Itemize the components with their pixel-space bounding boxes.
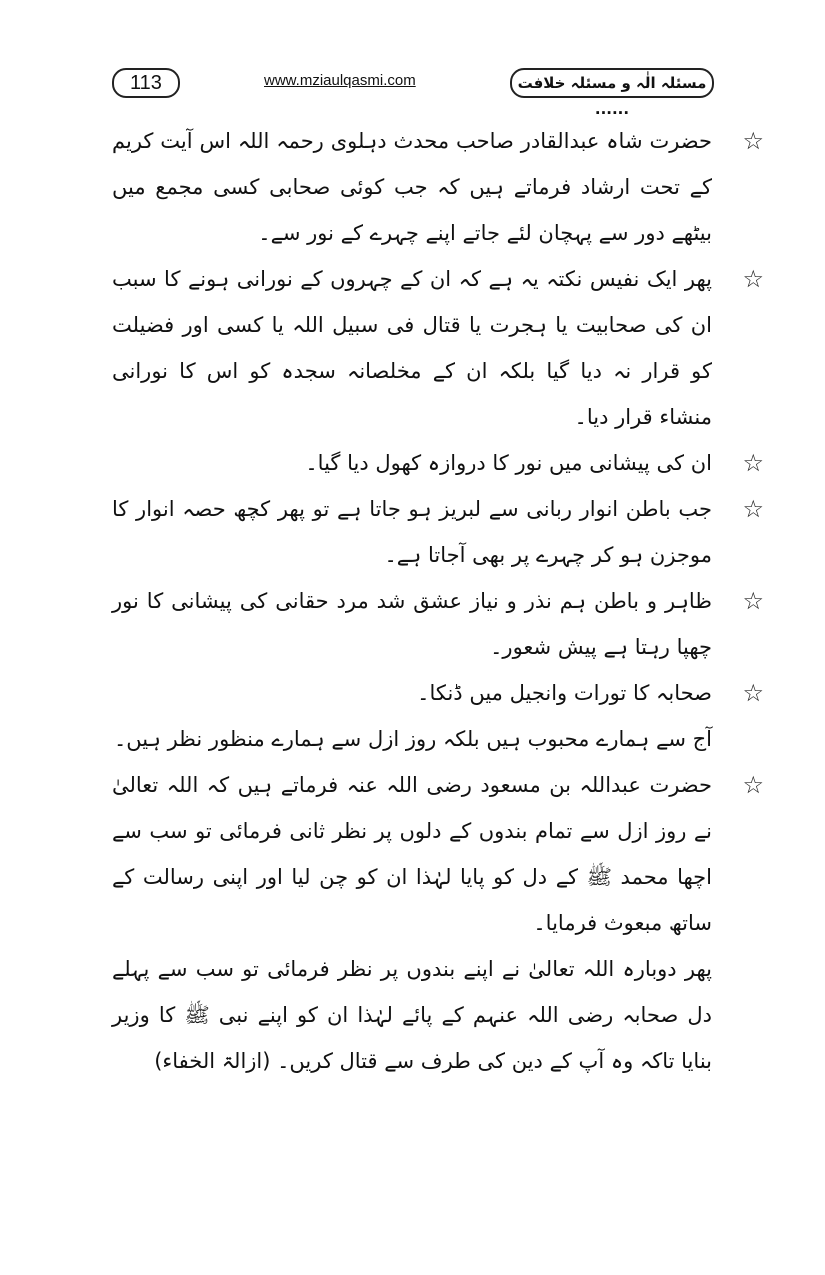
star-outline-icon: ☆ bbox=[742, 495, 764, 523]
star-outline-icon: ☆ bbox=[742, 127, 764, 155]
star-outline-icon: ☆ bbox=[742, 265, 764, 293]
item-text: حضرت عبداللہ بن مسعود رضی اللہ عنہ فرماتے ہیں کہ اللہ تعالیٰ نے روز ازل سے تمام بندوں کے دلوں پر نظر ثانی فرمائی تو سب سے اچھا محمد ﷺ کے دل کو پایا لہٰذا ان کو چن لیا اور اپنی رسالت کے ساتھ مبعوث فرمایا۔ bbox=[112, 773, 712, 935]
bullet-item bbox=[112, 256, 764, 440]
bullet-item bbox=[112, 118, 764, 256]
item-text: ان کی پیشانی میں نور کا دروازہ کھول دیا گیا۔ bbox=[305, 451, 712, 475]
item-text: صحابہ کا تورات وانجیل میں ڈنکا۔ bbox=[417, 681, 712, 705]
item-text: جب باطن انوار ربانی سے لبریز ہو جاتا ہے تو پھر کچھ حصہ انوار کا موجزن ہو کر چہرے پر بھی آجاتا ہے۔ bbox=[112, 497, 712, 567]
bullet-item bbox=[112, 486, 764, 578]
star-outline-icon: ☆ bbox=[742, 449, 764, 477]
bullet-item bbox=[112, 762, 764, 946]
item-text: ظاہر و باطن ہم نذر و نیاز عشق شد مرد حقانی کی پیشانی کا نور چھپا رہتا ہے پیش شعور۔ bbox=[112, 589, 712, 659]
page-body bbox=[112, 118, 764, 1084]
bullet-item bbox=[112, 440, 764, 486]
item-text: پھر ایک نفیس نکتہ یہ ہے کہ ان کے چہروں کے نورانی ہونے کا سبب ان کی صحابیت یا ہجرت یا قتال فی سبیل اللہ یا کسی اور فضیلت کو قرار نہ دیا گیا بلکہ ان کے مخلصانہ سجدہ کو اس کا نورانی منشاء قرار دیا۔ bbox=[112, 267, 712, 429]
star-outline-icon: ☆ bbox=[742, 587, 764, 615]
item-text: حضرت شاہ عبدالقادر صاحب محدث دہلوی رحمہ اللہ اس آیت کریم کے تحت ارشاد فرماتے ہیں کہ جب کوئی صحابی کسی مجمع میں بیٹھے دور سے پہچان لئے جاتے اپنے چہرے کے نور سے۔ bbox=[112, 129, 712, 245]
bullet-item bbox=[112, 670, 764, 716]
star-outline-icon: ☆ bbox=[742, 679, 764, 707]
star-outline-icon: ☆ bbox=[742, 771, 764, 799]
plain-paragraph: آج سے ہمارے محبوب ہیں بلکہ روز ازل سے ہمارے منظور نظر ہیں۔ bbox=[113, 727, 712, 751]
page-header bbox=[112, 68, 714, 118]
book-title: مسئلہ الٰہ و مسئلہ خلافت ...... bbox=[510, 68, 714, 98]
plain-paragraph: پھر دوبارہ اللہ تعالیٰ نے اپنے بندوں پر نظر فرمائی تو سب سے پہلے دل صحابہ رضی اللہ عنہم کے پائے لہٰذا ان کو اپنے نبی ﷺ کا وزیر بنایا تاکہ وہ آپ کے دین کی طرف سے قتال کریں۔ (ازالۃ الخفاء) bbox=[112, 957, 712, 1073]
bullet-item bbox=[112, 578, 764, 670]
page-number: 113 bbox=[112, 68, 180, 98]
website-link[interactable]: www.mziaulqasmi.com bbox=[264, 72, 416, 89]
